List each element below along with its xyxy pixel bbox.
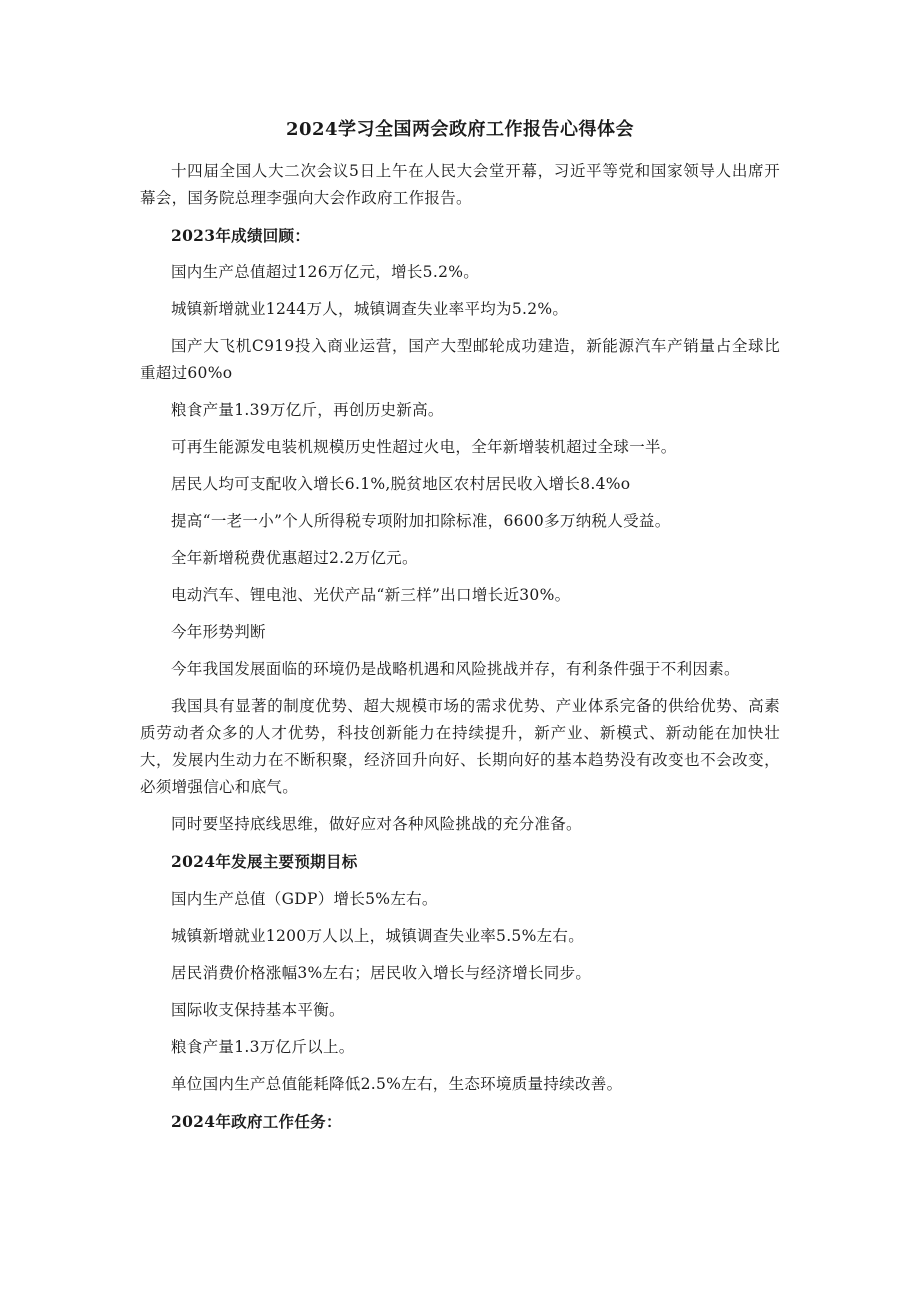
section-heading-targets [140, 848, 780, 876]
target-item: 国际收支保持基本平衡。 [171, 1001, 345, 1019]
targets-heading-text: 2024年发展主要预期目标 [171, 852, 358, 871]
review-item: 城镇新增就业1244万人，城镇调查失业率平均为5.2%。 [171, 300, 569, 318]
review-item: 可再生能源发电装机规模历史性超过火电，全年新增装机超过全球一半。 [171, 438, 677, 456]
section-heading-tasks: 2024年政府工作任务： [171, 1112, 342, 1131]
target-item: 单位国内生产总值能耗降低2.5%左右，生态环境质量持续改善。 [171, 1075, 623, 1093]
review-item: 电动汽车、锂电池、光伏产品“新三样”出口增长近30%。 [171, 586, 571, 604]
situation-item: 今年我国发展面临的环境仍是战略机遇和风险挑战并存，有利条件强于不利因素。 [171, 660, 740, 678]
review-item: 粮食产量1.39万亿斤，再创历史新高。 [171, 401, 444, 419]
section-heading-2023-review: 2023年成绩回顾： [171, 226, 311, 245]
situation-item: 我国具有显著的制度优势、超大规模市场的需求优势、产业体系完备的供给优势、高素质劳动者众多的人才优势，科技创新能力在持续提升，新产业、新模式、新动能在加快壮大，发展内生动力在不断积聚，经济回升向好、长期向好的基本趋势没有改变也不会改变，必须增强信心和底气。 [140, 697, 780, 796]
review-item: 居民人均可支配收入增长6.1%,脱贫地区农村居民收入增长8.4%o [171, 475, 631, 493]
target-item: 粮食产量1.3万亿斤以上。 [171, 1038, 355, 1056]
target-item: 国内生产总值（GDP）增长5%左右。 [171, 890, 438, 908]
review-item: 提高“一老一小”个人所得税专项附加扣除标准，6600多万纳税人受益。 [171, 512, 671, 530]
target-item: 城镇新增就业1200万人以上，城镇调查失业率5.5%左右。 [171, 927, 585, 945]
review-item: 全年新增税费优惠超过2.2万亿元。 [171, 549, 418, 567]
target-item: 居民消费价格涨幅3%左右；居民收入增长与经济增长同步。 [171, 964, 592, 982]
review-item: 国内生产总值超过126万亿元，增长5.2%。 [171, 263, 480, 281]
review-item: 国产大飞机C919投入商业运营，国产大型邮轮成功建造，新能源汽车产销量占全球比重超过60%o [140, 337, 780, 382]
document-title: 2024学习全国两会政府工作报告心得体会 [285, 119, 635, 140]
situation-item: 同时要坚持底线思维，做好应对各种风险挑战的充分准备。 [171, 815, 582, 833]
intro-paragraph: 十四届全国人大二次会议5日上午在人民大会堂开幕，习近平等党和国家领导人出席开幕会，国务院总理李强向大会作政府工作报告。 [140, 162, 780, 207]
section-heading-situation: 今年形势判断 [171, 623, 266, 641]
